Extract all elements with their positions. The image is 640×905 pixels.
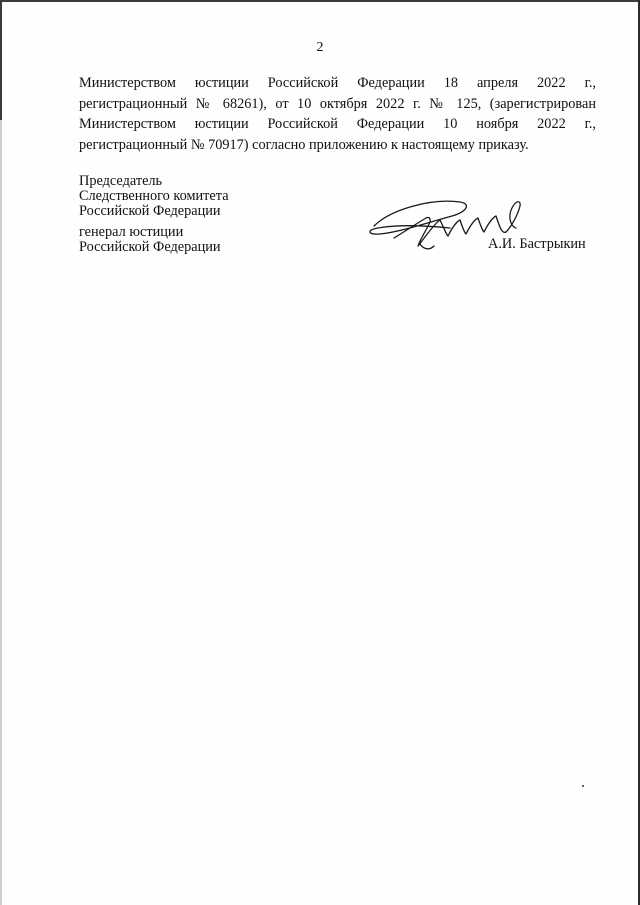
rank-line: Российской Федерации (79, 239, 221, 255)
page-number: 2 (316, 40, 324, 55)
body-line: регистрационный № 70917) согласно приложению к настоящему приказу. (79, 136, 529, 153)
body-paragraph (79, 73, 596, 155)
body-line: регистрационный № 68261), от 10 октября 2022 г. № 125, (зарегистрирован (79, 95, 596, 112)
body-line: Министерством юстиции Российской Федерации 10 ноября 2022 г., (79, 116, 596, 132)
position-line: Председатель (79, 173, 163, 189)
rank-line: генерал юстиции (79, 224, 184, 240)
body-line: Министерством юстиции Российской Федерации 18 апреля 2022 г., (79, 75, 596, 91)
signatory-name: А.И. Бастрыкин (488, 236, 586, 252)
signatory-rank (79, 225, 221, 255)
signatory-position (79, 174, 229, 219)
scan-edge-left (0, 0, 2, 905)
scan-speck (582, 785, 584, 787)
position-line: Следственного комитета (79, 188, 229, 204)
position-line: Российской Федерации (79, 203, 221, 219)
scan-edge-top (0, 0, 640, 2)
